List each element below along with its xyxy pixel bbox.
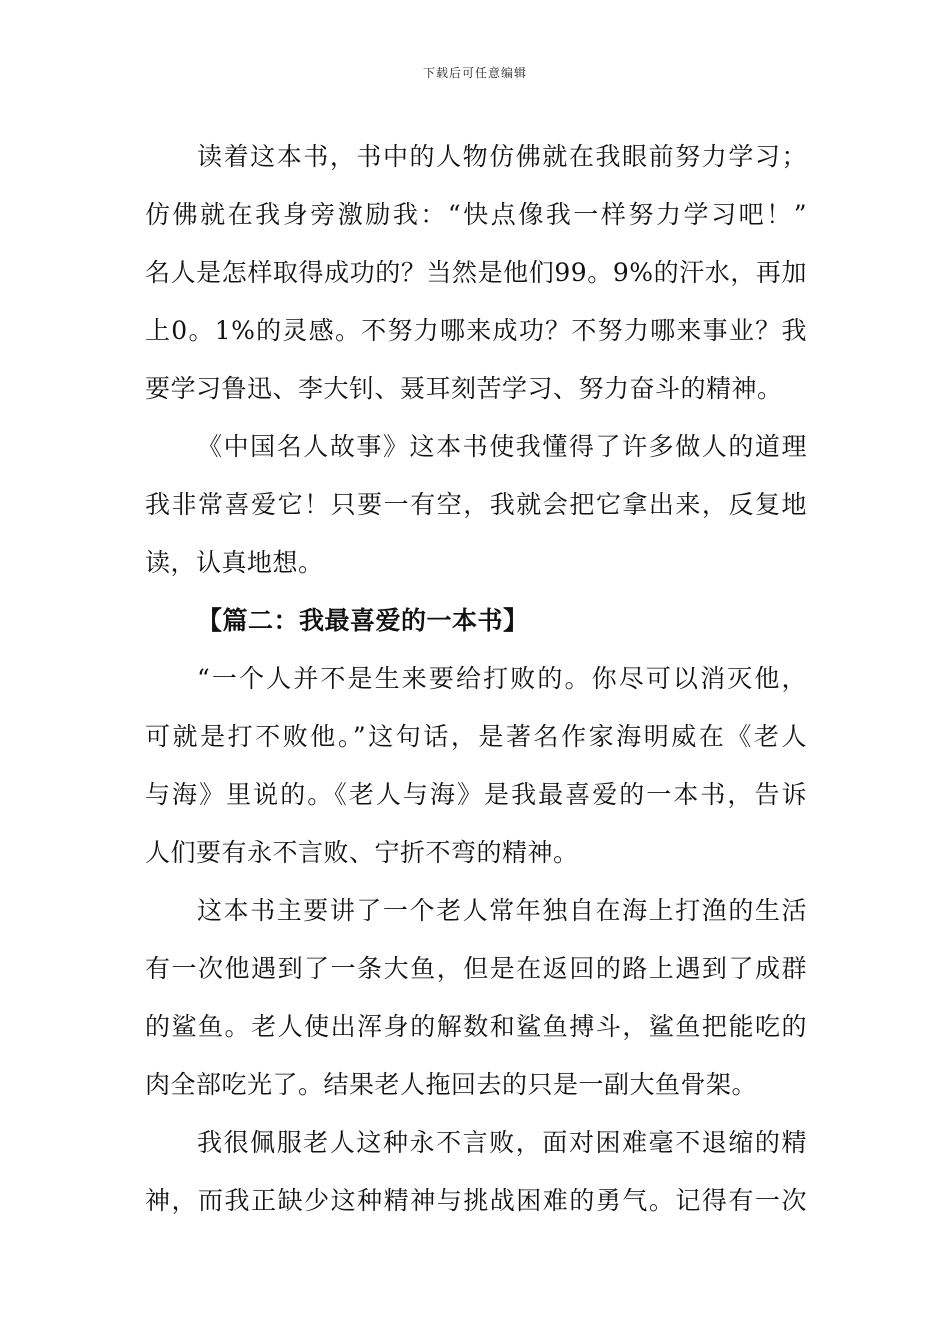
paragraph-line: 肉全部吃光了。结果老人拖回去的只是一副大鱼骨架。 — [145, 1070, 758, 1099]
paragraph-line: 读着这本书，书中的人物仿佛就在我眼前努力学习； — [197, 142, 807, 171]
section-heading: 【篇二：我最喜爱的一本书】 — [197, 606, 529, 635]
paragraph-line: 《中国名人故事》这本书使我懂得了许多做人的道理 — [197, 432, 807, 461]
paragraph-line: 有一次他遇到了一条大鱼，但是在返回的路上遇到了成群 — [145, 954, 807, 983]
paragraph-line: 名人是怎样取得成功的？当然是他们99。9%的汗水，再加 — [145, 258, 807, 287]
paragraph-line: 人们要有永不言败、宁折不弯的精神。 — [145, 838, 579, 867]
paragraph-line: 我很佩服老人这种永不言败，面对困难毫不退缩的精 — [197, 1128, 807, 1157]
paragraph-line: 我非常喜爱它！只要一有空，我就会把它拿出来，反复地 — [145, 490, 807, 519]
paragraph-line: 这本书主要讲了一个老人常年独自在海上打渔的生活 — [197, 896, 807, 925]
paragraph-line: 要学习鲁迅、李大钊、聂耳刻苦学习、努力奋斗的精神。 — [145, 374, 783, 403]
paragraph-line: 可就是打不败他。”这句话，是著名作家海明威在《老人 — [145, 722, 807, 751]
document-body — [145, 128, 807, 1230]
page-header: 下载后可任意编辑 — [422, 66, 527, 80]
paragraph-line: 神，而我正缺少这种精神与挑战困难的勇气。记得有一次 — [145, 1186, 807, 1215]
paragraph-line: 的鲨鱼。老人使出浑身的解数和鲨鱼搏斗，鲨鱼把能吃的 — [145, 1012, 807, 1041]
paragraph-line: 读，认真地想。 — [145, 548, 324, 577]
paragraph-line: 仿佛就在我身旁激励我：“快点像我一样努力学习吧！” — [145, 200, 807, 229]
paragraph-line: 与海》里说的。《老人与海》是我最喜爱的一本书，告诉 — [145, 780, 807, 809]
paragraph-line: “一个人并不是生来要给打败的。你尽可以消灭他， — [197, 664, 807, 693]
paragraph-line: 上0。1%的灵感。不努力哪来成功？不努力哪来事业？我 — [145, 316, 807, 345]
